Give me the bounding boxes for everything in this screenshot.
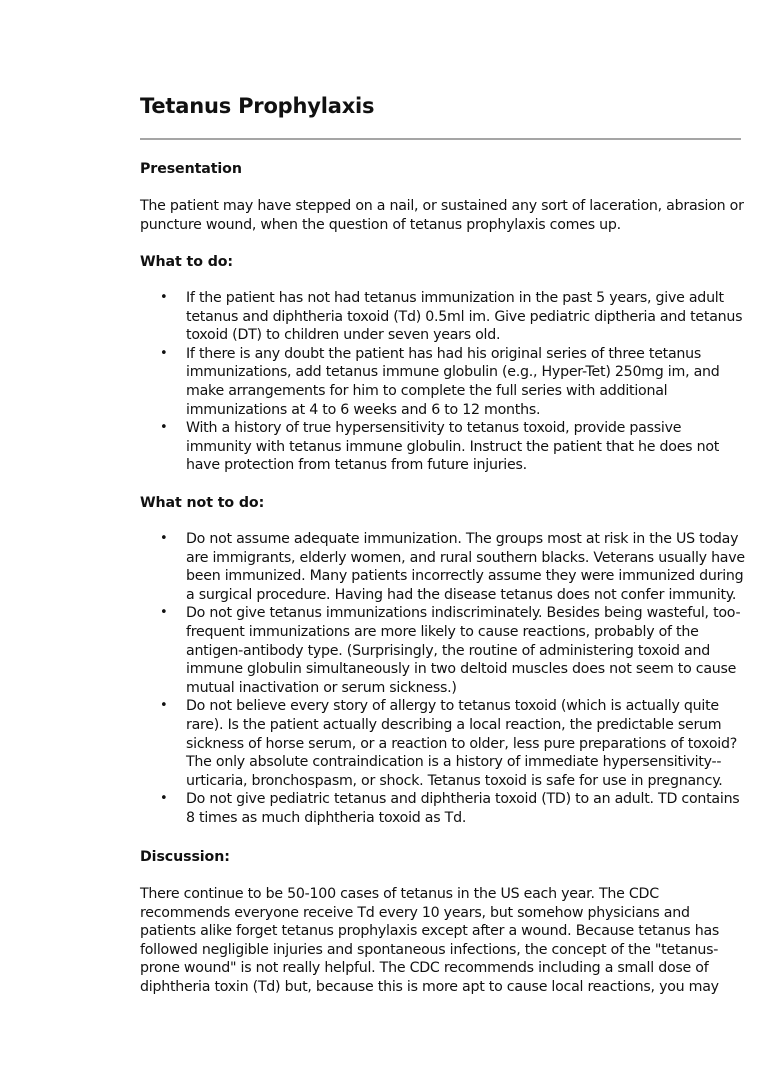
list-item bbox=[140, 604, 746, 697]
bullet-icon: • bbox=[160, 420, 168, 436]
bullet-icon: • bbox=[160, 698, 168, 714]
list-item-text: With a history of true hypersensitivity to tetanus toxoid, provide passive immunity with tetanus immune globulin. Instruct the patient that he does not have protection from tetanus from future injuries. bbox=[186, 420, 720, 474]
what-not-to-do-list-wrapper bbox=[140, 530, 746, 828]
presentation-body bbox=[140, 197, 746, 234]
list-item-text: Do not believe every story of allergy to tetanus toxoid (which is actually quite rare). Is the patient actually describing a local reaction, the predictable serum sickness of horse serum, or a reaction to older, less pure preparations of toxoid? The only absolute contraindication is a history of immediate hypersensitivity--urticaria, bronchospasm, or shock. Tetanus toxoid is safe for use in pregnancy. bbox=[186, 698, 737, 789]
list-item bbox=[140, 419, 746, 475]
section-discussion bbox=[140, 848, 746, 867]
section-heading-what-to-do: What to do: bbox=[140, 254, 233, 270]
bullet-icon: • bbox=[160, 531, 168, 546]
list-item-text: Do not assume adequate immunization. The groups most at risk in the US today are immigrants, elderly women, and rural southern blacks. Veterans usually have been immunized. Many patients incorrectly assume they were immunized during a surgical procedure. Having had the disease tetanus does not confer immunity. bbox=[186, 531, 745, 603]
what-to-do-list bbox=[140, 289, 746, 475]
list-item bbox=[140, 790, 746, 827]
discussion-body bbox=[140, 885, 746, 997]
bullet-icon: • bbox=[160, 290, 168, 305]
list-item bbox=[140, 345, 746, 419]
section-heading-discussion: Discussion: bbox=[140, 849, 230, 865]
section-heading-presentation: Presentation bbox=[140, 161, 242, 177]
discussion-paragraph: There continue to be 50-100 cases of tetanus in the US each year. The CDC recommends everyone receive Td every 10 years, but somehow physicians and patients alike forget tetanus prophylaxis except after a wound. Because tetanus has followed negligible injuries and spontaneous infections, the concept of the "tetanus-prone wound" is not really helpful. The CDC recommends including a small dose of diphtheria toxin (Td) but, because this is more apt to cause local reactions, you may bbox=[140, 886, 720, 995]
bullet-icon: • bbox=[160, 345, 168, 361]
section-presentation bbox=[140, 160, 746, 179]
list-item-text: If there is any doubt the patient has had his original series of three tetanus immunizations, add tetanus immune globulin (e.g., Hyper-Tet) 250mg im, and make arrangements for him to complete the full series with additional immunizations at 4 to 6 weeks and 6 to 12 months. bbox=[186, 345, 720, 418]
page-title: Tetanus Prophylaxis bbox=[140, 94, 375, 118]
what-to-do-list-wrapper bbox=[140, 289, 746, 475]
title-divider bbox=[140, 138, 741, 140]
list-item-text: Do not give pediatric tetanus and diphtheria toxoid (TD) to an adult. TD contains 8 times as much diphtheria toxoid as Td. bbox=[186, 791, 740, 826]
list-item bbox=[140, 289, 746, 345]
list-item bbox=[140, 697, 746, 790]
what-not-to-do-list bbox=[140, 530, 746, 828]
bullet-icon: • bbox=[160, 791, 168, 807]
section-what-to-do bbox=[140, 253, 746, 272]
presentation-paragraph: The patient may have stepped on a nail, or sustained any sort of laceration, abrasion or puncture wound, when the question of tetanus prophylaxis comes up. bbox=[140, 198, 744, 233]
list-item bbox=[140, 530, 746, 604]
list-item-text: Do not give tetanus immunizations indiscriminately. Besides being wasteful, too-frequent immunizations are more likely to cause reactions, probably of the antigen-antibody type. (Surprisingly, the routine of administering toxoid and immune globulin simultaneously in two deltoid muscles does not seem to cause mutual inactivation or serum sickness.) bbox=[186, 605, 741, 696]
section-heading-what-not-to-do: What not to do: bbox=[140, 495, 265, 511]
bullet-icon: • bbox=[160, 605, 168, 621]
list-item-text: If the patient has not had tetanus immunization in the past 5 years, give adult tetanus and diphtheria toxoid (Td) 0.5ml im. Give pediatric diptheria and tetanus toxoid (DT) to children under seven years old. bbox=[186, 290, 743, 344]
section-what-not-to-do bbox=[140, 494, 746, 513]
